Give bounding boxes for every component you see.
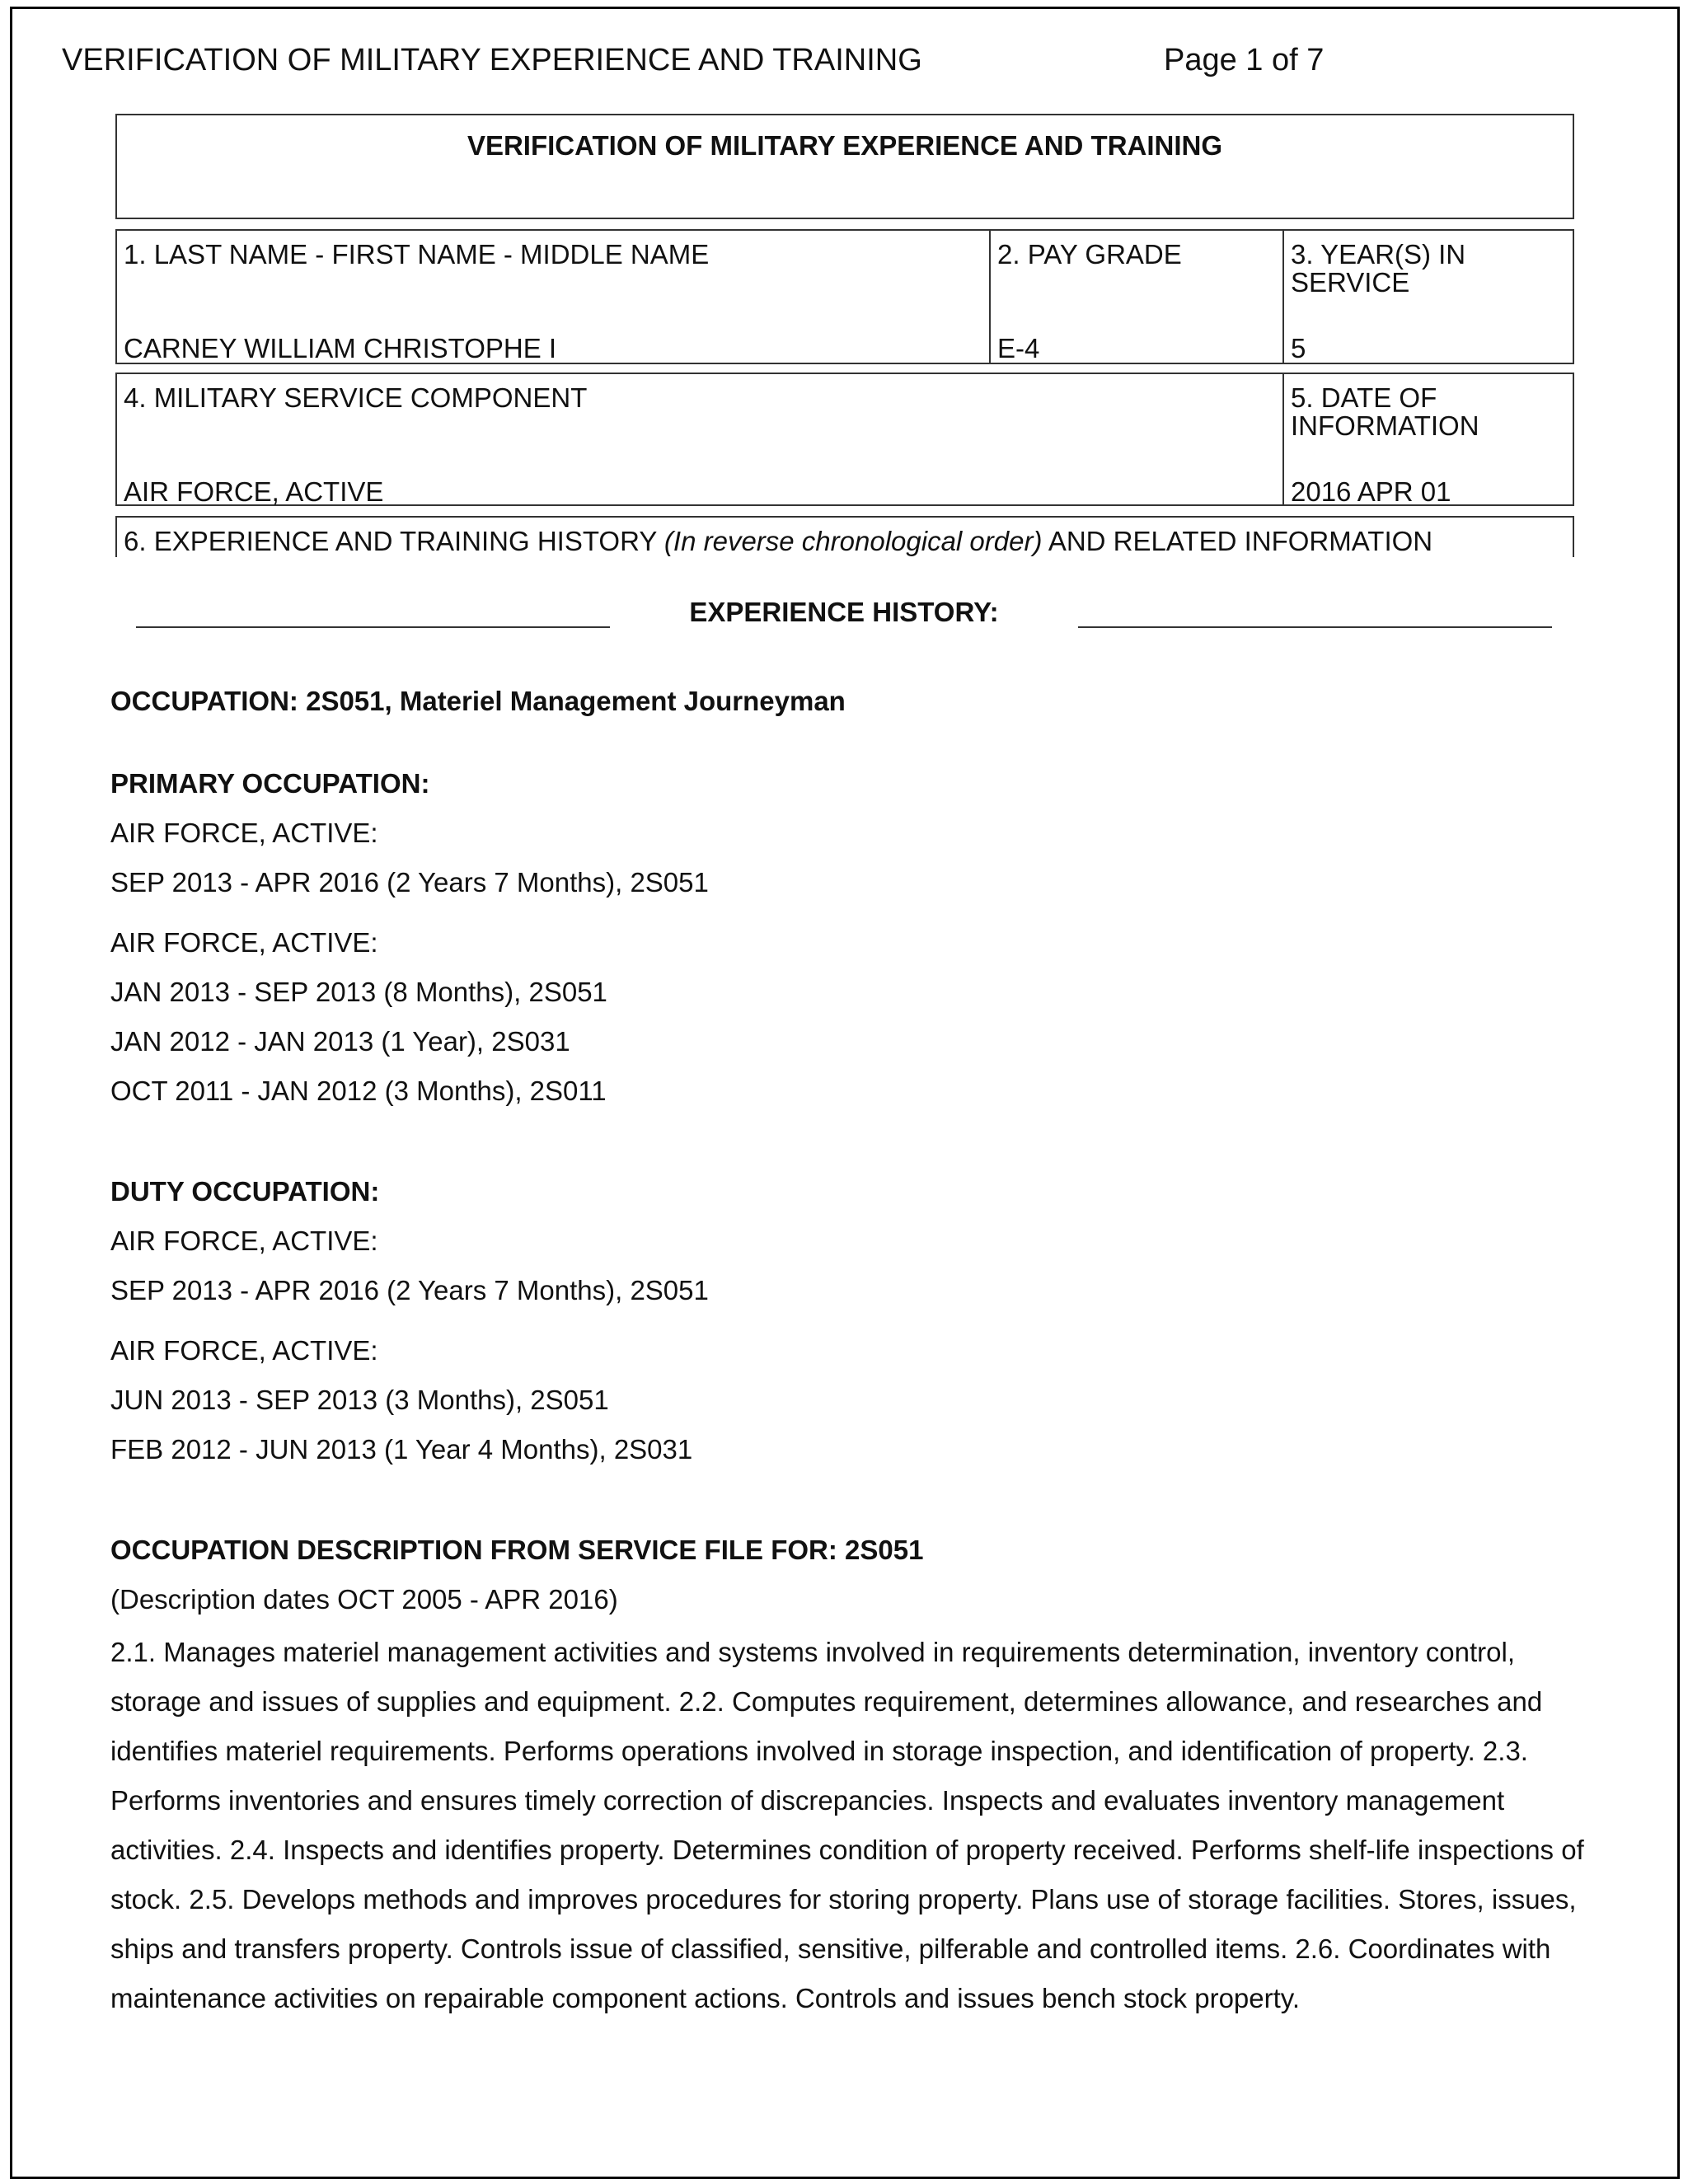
- duty-entry: FEB 2012 - JUN 2013 (1 Year 4 Months), 2S031: [110, 1434, 693, 1465]
- history-label-end: AND RELATED INFORMATION: [1042, 526, 1433, 556]
- years-label-line1: 3. YEAR(S) IN: [1291, 239, 1466, 269]
- duty-entry: AIR FORCE, ACTIVE:: [110, 1335, 378, 1366]
- history-label-start: 6. EXPERIENCE AND TRAINING HISTORY: [124, 526, 664, 556]
- duty-entry: AIR FORCE, ACTIVE:: [110, 1226, 378, 1256]
- name-label: 1. LAST NAME - FIRST NAME - MIDDLE NAME: [124, 239, 710, 269]
- description-dates: (Description dates OCT 2005 - APR 2016): [110, 1584, 618, 1615]
- occupation-description: 2.1. Manages materiel management activities and systems involved in requirements determination, inventory control, storage and issues of supplies and equipment. 2.2. Computes requirement, determines allowance, and researches and identifies materiel requirements. Performs operations involved in storage inspection, and identification of property. 2.3. Performs inventories and ensures timely correction of discrepancies. Inspects and evaluates inventory management activities. 2.4. Inspects and identifies property. Determines condition of property received. Performs shelf-life inspections of stock. 2.5. Develops methods and improves procedures for storing property. Plans use of storage facilities. Stores, issues, ships and transfers property. Controls issue of classified, sensitive, pilferable and controlled items. 2.6. Coordinates with maintenance activities on repairable component actions. Controls and issues bench stock property.: [110, 1637, 1584, 2013]
- primary-entry: SEP 2013 - APR 2016 (2 Years 7 Months), 2S051: [110, 867, 709, 898]
- date-label: [1291, 384, 1479, 440]
- occupation-title: OCCUPATION: 2S051, Materiel Management Journeyman: [110, 686, 846, 716]
- component-row: [115, 373, 1574, 506]
- divider: [1282, 374, 1284, 504]
- duty-entry: SEP 2013 - APR 2016 (2 Years 7 Months), 2S051: [110, 1275, 709, 1305]
- history-row: [115, 516, 1574, 557]
- primary-entry: AIR FORCE, ACTIVE:: [110, 927, 378, 958]
- years-label-line2: SERVICE: [1291, 267, 1410, 298]
- years-value: 5: [1291, 333, 1306, 363]
- duty-occupation-heading: DUTY OCCUPATION:: [110, 1176, 380, 1207]
- page-number: Page 1 of 7: [1164, 43, 1325, 77]
- primary-entry: JAN 2013 - SEP 2013 (8 Months), 2S051: [110, 977, 607, 1007]
- description-heading: OCCUPATION DESCRIPTION FROM SERVICE FILE FOR: 2S051: [110, 1535, 924, 1565]
- component-value: AIR FORCE, ACTIVE: [124, 476, 384, 507]
- history-label-italic: (In reverse chronological order): [663, 526, 1043, 556]
- pay-grade-label: 2. PAY GRADE: [997, 239, 1182, 269]
- history-label: [124, 526, 1432, 557]
- name-value: CARNEY WILLIAM CHRISTOPHE I: [124, 333, 557, 363]
- form-title-box: [115, 114, 1574, 219]
- primary-entry: AIR FORCE, ACTIVE:: [110, 818, 378, 848]
- component-label: 4. MILITARY SERVICE COMPONENT: [124, 382, 588, 413]
- date-label-line1: 5. DATE OF: [1291, 382, 1437, 413]
- heading-rule-right: [1078, 626, 1552, 628]
- divider: [989, 231, 991, 363]
- primary-entry: OCT 2011 - JAN 2012 (3 Months), 2S011: [110, 1076, 607, 1106]
- form-title: VERIFICATION OF MILITARY EXPERIENCE AND TRAINING: [467, 130, 1223, 161]
- primary-occupation-heading: PRIMARY OCCUPATION:: [110, 768, 430, 799]
- experience-heading: EXPERIENCE HISTORY:: [689, 597, 999, 627]
- pay-grade-value: E-4: [997, 333, 1040, 363]
- divider: [1282, 231, 1284, 363]
- date-value: 2016 APR 01: [1291, 476, 1451, 507]
- years-label: [1291, 241, 1465, 297]
- duty-entry: JUN 2013 - SEP 2013 (3 Months), 2S051: [110, 1385, 609, 1415]
- identity-row: [115, 229, 1574, 364]
- primary-entry: JAN 2012 - JAN 2013 (1 Year), 2S031: [110, 1026, 570, 1057]
- date-label-line2: INFORMATION: [1291, 410, 1479, 441]
- document-title: VERIFICATION OF MILITARY EXPERIENCE AND TRAINING: [62, 43, 922, 77]
